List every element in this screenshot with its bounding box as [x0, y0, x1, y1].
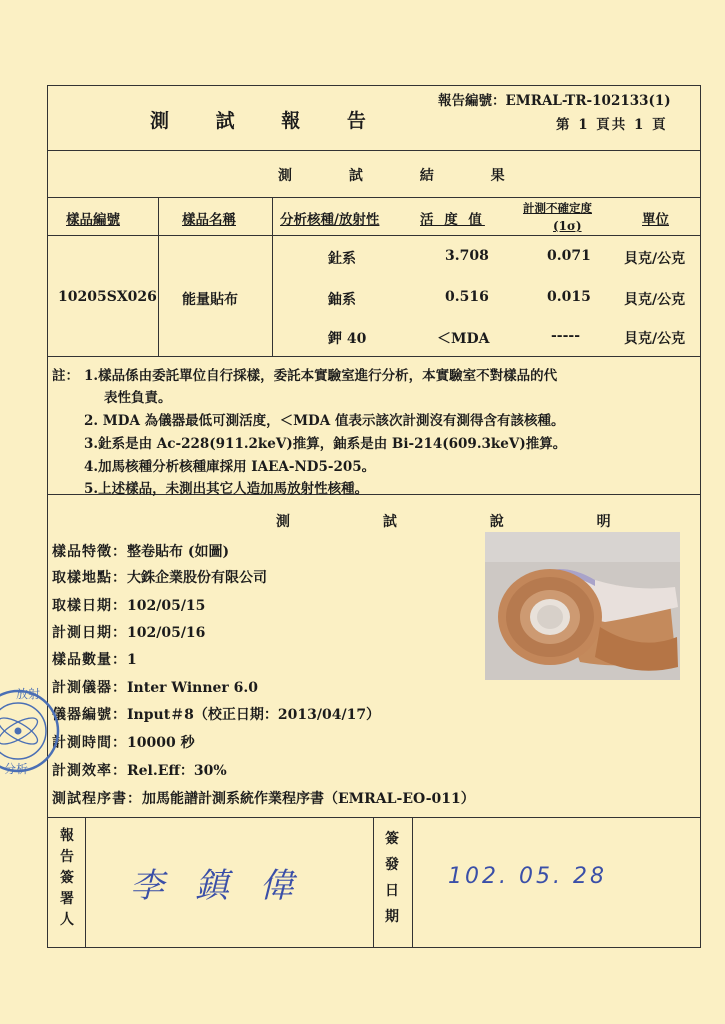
info-label: 計測日期： [52, 625, 127, 641]
header-unit: 單位 [642, 212, 669, 228]
note-line: 5.上述樣品，未測出其它人造加馬放射性核種。 [84, 481, 369, 497]
info-row [52, 788, 475, 808]
report-number [438, 89, 671, 109]
divider [85, 817, 86, 948]
activity: 3.708 [445, 248, 489, 264]
info-row [52, 760, 227, 780]
info-value: 102/05/15 [127, 598, 206, 614]
uncertainty: 0.071 [547, 248, 591, 264]
divider [47, 235, 701, 236]
signer-label-char: 人 [60, 912, 74, 928]
divider [412, 817, 413, 948]
note-line: 1.樣品係由委託單位自行採樣，委託本實驗室進行分析，本實驗室不對樣品的代 [84, 368, 558, 384]
activity: ＜MDA [437, 331, 490, 347]
header-sample-id: 樣品編號 [66, 212, 120, 228]
info-value: 1 [127, 652, 137, 668]
info-value: 大銖企業股份有限公司 [127, 570, 267, 586]
note-line: 2. MDA 為儀器最低可測活度，＜MDA 值表示該次計測沒有測得含有該核種。 [84, 413, 565, 429]
nuclide: 鉀 40 [328, 331, 367, 347]
report-number-value: EMRAL-TR-102133(1) [505, 93, 671, 109]
info-value: 10000 秒 [127, 735, 195, 751]
divider [47, 356, 701, 357]
info-row [52, 704, 380, 724]
divider [47, 817, 701, 818]
sample-id: 10205SX026 [58, 289, 157, 305]
uncertainty: ----- [551, 328, 581, 344]
header-nuclide: 分析核種/放射性 [280, 212, 380, 228]
info-label: 計測效率： [52, 763, 127, 779]
date-label-char: 發 [385, 857, 399, 873]
issue-date: 102. 05. 28 [448, 864, 607, 889]
info-row [52, 595, 205, 615]
info-row [52, 541, 229, 561]
date-label-char: 日 [385, 883, 399, 899]
info-row [52, 622, 205, 642]
info-label: 樣品特徵： [52, 544, 127, 560]
divider [272, 197, 273, 356]
info-row [52, 677, 258, 697]
date-label [385, 826, 401, 930]
info-row [52, 567, 267, 587]
info-row [52, 649, 137, 669]
description-section-title: 測 試 說 明 [276, 514, 655, 530]
info-value: Rel.Eff：30% [127, 763, 227, 779]
unit: 貝克/公克 [624, 292, 686, 308]
divider [47, 197, 701, 198]
info-value: 102/05/16 [127, 625, 206, 641]
nuclide: 釷系 [328, 251, 356, 267]
date-label-char: 簽 [385, 831, 399, 847]
seal-stamp-icon [0, 676, 70, 786]
results-section-title: 測 試 結 果 [278, 168, 531, 184]
info-value: Input＃8（校正日期：2013/04/17） [127, 707, 381, 723]
sample-photo [485, 532, 680, 680]
info-label: 測試程序書： [52, 791, 142, 807]
date-label-char: 期 [385, 909, 399, 925]
nuclide: 鈾系 [328, 292, 356, 308]
note-line: 表性負責。 [104, 390, 172, 406]
unit: 貝克/公克 [624, 251, 686, 267]
page-number: 第 1 頁共 1 頁 [556, 117, 668, 133]
note-line: 3.釷系是由 Ac-228(911.2keV)推算，鈾系是由 Bi-214(609.3keV)推算。 [84, 436, 567, 452]
report-title: 測 試 報 告 [150, 110, 386, 132]
note-line: 4.加馬核種分析核種庫採用 IAEA-ND5-205。 [84, 459, 376, 475]
seal-stamp [0, 676, 70, 786]
signer-label-char: 報 [60, 828, 74, 844]
divider [158, 197, 159, 356]
header-uncertainty-sigma: (1σ) [553, 219, 582, 233]
stamp-bottom-text: 分析 [4, 762, 29, 776]
info-label: 取樣地點： [52, 570, 127, 586]
info-value: 加馬能譜計測系統作業程序書（EMRAL-EO-011） [142, 791, 475, 807]
signer-label-char: 署 [60, 891, 74, 907]
unit: 貝克/公克 [624, 331, 686, 347]
info-label: 儀器編號： [52, 707, 127, 723]
stamp-top-text: 放射 [16, 687, 41, 701]
signer-label [60, 826, 76, 931]
header-uncertainty: 計測不確定度 [523, 201, 592, 215]
info-label: 取樣日期： [52, 598, 127, 614]
tape-roll-image [485, 532, 680, 680]
info-label: 計測時間： [52, 735, 127, 751]
activity: 0.516 [445, 289, 489, 305]
info-row [52, 732, 195, 752]
info-label: 樣品數量： [52, 652, 127, 668]
signer-label-char: 告 [60, 849, 74, 865]
info-value: 整卷貼布 (如圖) [127, 544, 230, 560]
header-activity: 活 度 值 [420, 212, 485, 228]
uncertainty: 0.015 [547, 289, 591, 305]
signer-label-char: 簽 [60, 870, 74, 886]
header-sample-name: 樣品名稱 [182, 212, 236, 228]
info-value: Inter Winner 6.0 [127, 680, 259, 696]
notes-prefix: 註： [52, 368, 79, 384]
divider [47, 150, 701, 151]
divider [373, 817, 374, 948]
signer-signature: 李 鎮 偉 [130, 866, 304, 906]
sample-name: 能量貼布 [182, 292, 238, 308]
report-number-label: 報告編號： [438, 93, 506, 109]
info-label: 計測儀器： [52, 680, 127, 696]
